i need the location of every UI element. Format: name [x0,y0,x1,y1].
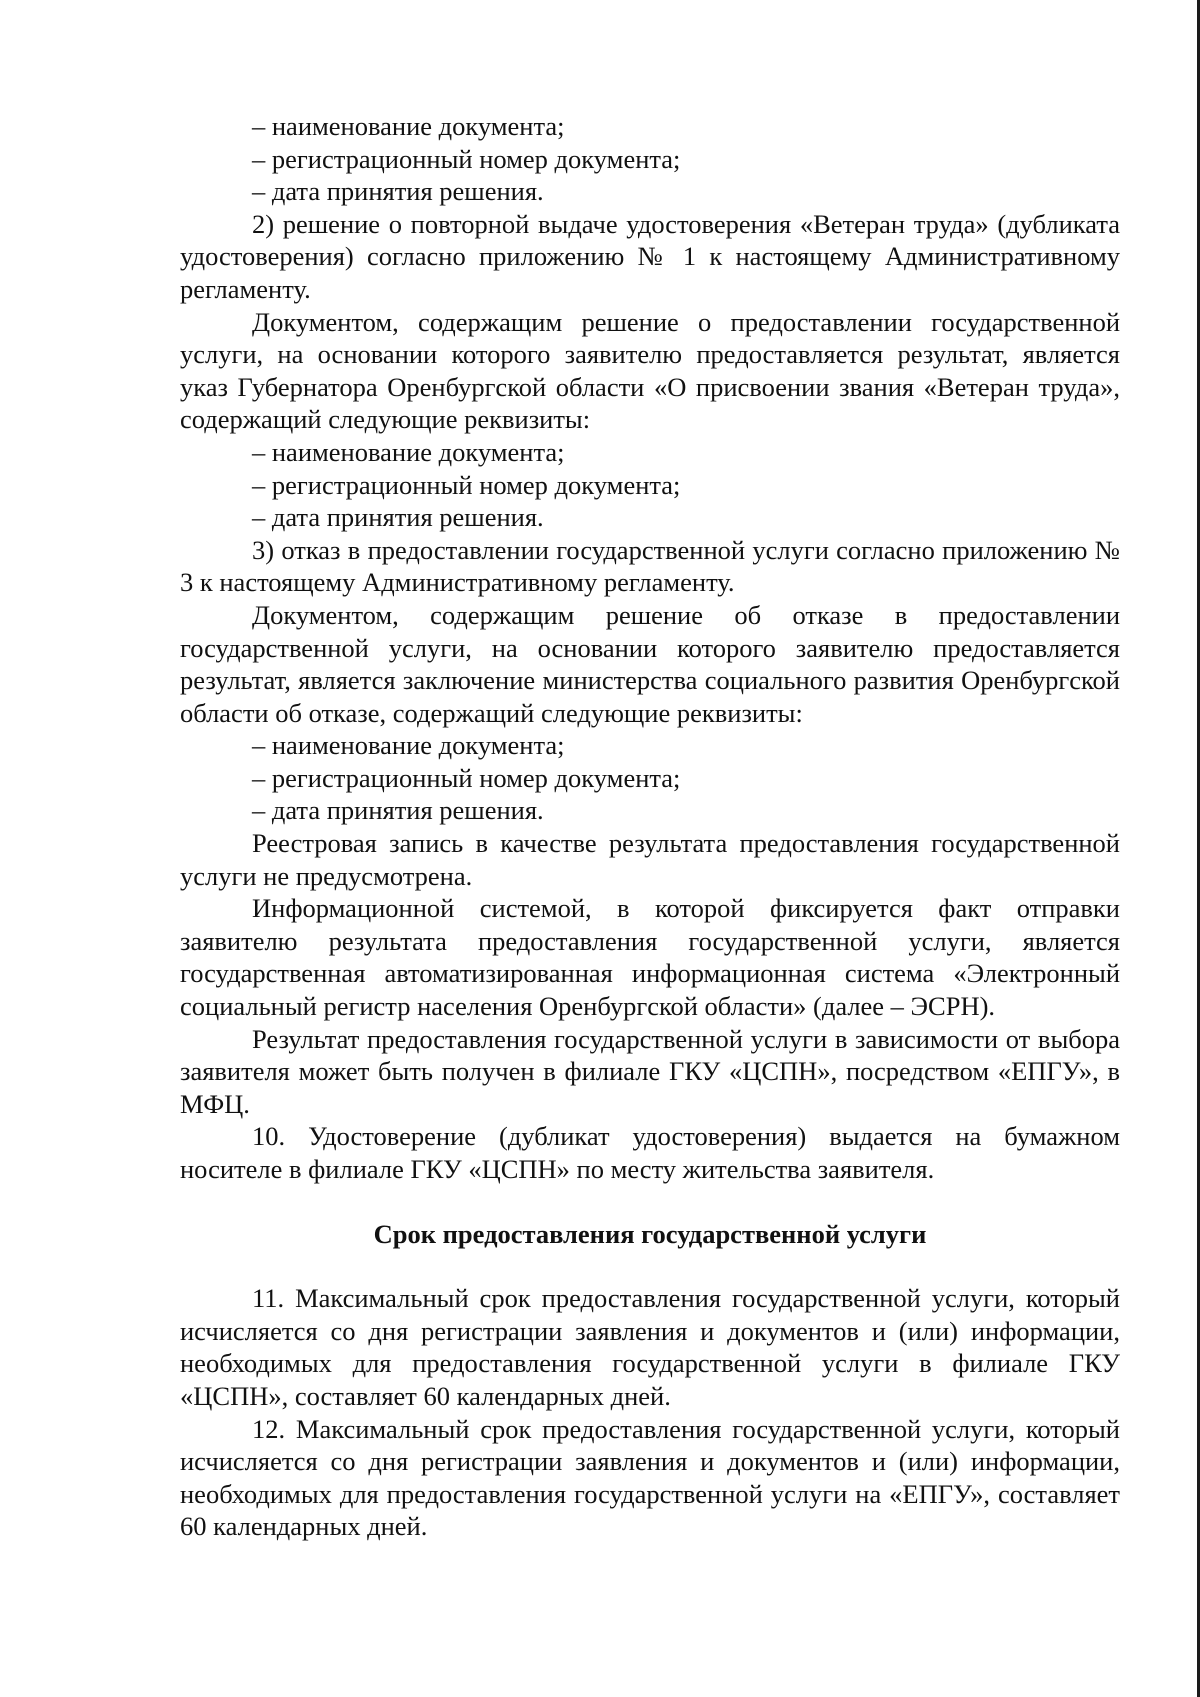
list-item: – дата принятия решения. [252,176,544,207]
paragraph-registry: Реестровая запись в качестве результата предоставления государственной услуги не предусмотрена. [180,828,1120,891]
paragraph-document-decree: Документом, содержащим решение о предоставлении государственной услуги, на основании которого заявителю предоставляется результат, является указ Губернатора Оренбургской области «О присвоении звания «Ветеран труда», содержащий следующие реквизиты: [180,306,1120,435]
list-item: – регистрационный номер документа; [252,762,681,793]
list-item: – наименование документа; [252,436,565,467]
paragraph-item-11: 11. Максимальный срок предоставления государственной услуги, который исчисляется со дня регистрации заявления и документов и (или) информации, необходимых для предоставления государственной услуги в филиале ГКУ «ЦСПН», составляет 60 календарных дней. [180,1283,1120,1411]
paragraph-item-12: 12. Максимальный срок предоставления государственной услуги, который исчисляется со дня регистрации заявления и документов и (или) информации, необходимых для предоставления государственной услуги на «ЕПГУ», составляет 60 календарных дней. [180,1413,1120,1542]
list-item: – наименование документа; [252,730,565,761]
paragraph-item-3: 3) отказ в предоставлении государственной услуги согласно приложению № 3 к настоящему Административному регламенту. [180,534,1120,598]
section-heading: Срок предоставления государственной услуги [373,1218,927,1249]
list-item: – регистрационный номер документа; [252,469,681,500]
paragraph-document-refusal: Документом, содержащим решение об отказе в предоставлении государственной услуги, на основании которого заявителю предоставляется результат, является заключение министерства социального развития Оренбургской области об отказе, содержащий следующие реквизиты: [180,599,1120,728]
paragraph-result: Результат предоставления государственной услуги в зависимости от выбора заявителя может быть получен в филиале ГКУ «ЦСПН», посредством «ЕПГУ», в МФЦ. [180,1023,1120,1119]
list-item: – дата принятия решения. [252,502,544,533]
list-item: – дата принятия решения. [252,795,544,826]
document-body [180,110,1120,1543]
list-item: – регистрационный номер документа; [252,143,681,174]
paragraph-item-10: 10. Удостоверение (дубликат удостоверения) выдается на бумажном носителе в филиале ГКУ «ЦСПН» по месту жительства заявителя. [180,1121,1120,1184]
paragraph-information-system: Информационной системой, в которой фиксируется факт отправки заявителю результата предоставления государственной услуги, является государственная автоматизированная информационная система «Электронный социальный регистр населения Оренбургской области» (далее – ЭСРН). [180,893,1120,1022]
list-item: – наименование документа; [252,111,565,141]
paragraph-item-2: 2) решение о повторной выдаче удостоверения «Ветеран труда» (дубликата удостоверения) согласно приложению № 1 к настоящему Административному регламенту. [180,208,1120,304]
